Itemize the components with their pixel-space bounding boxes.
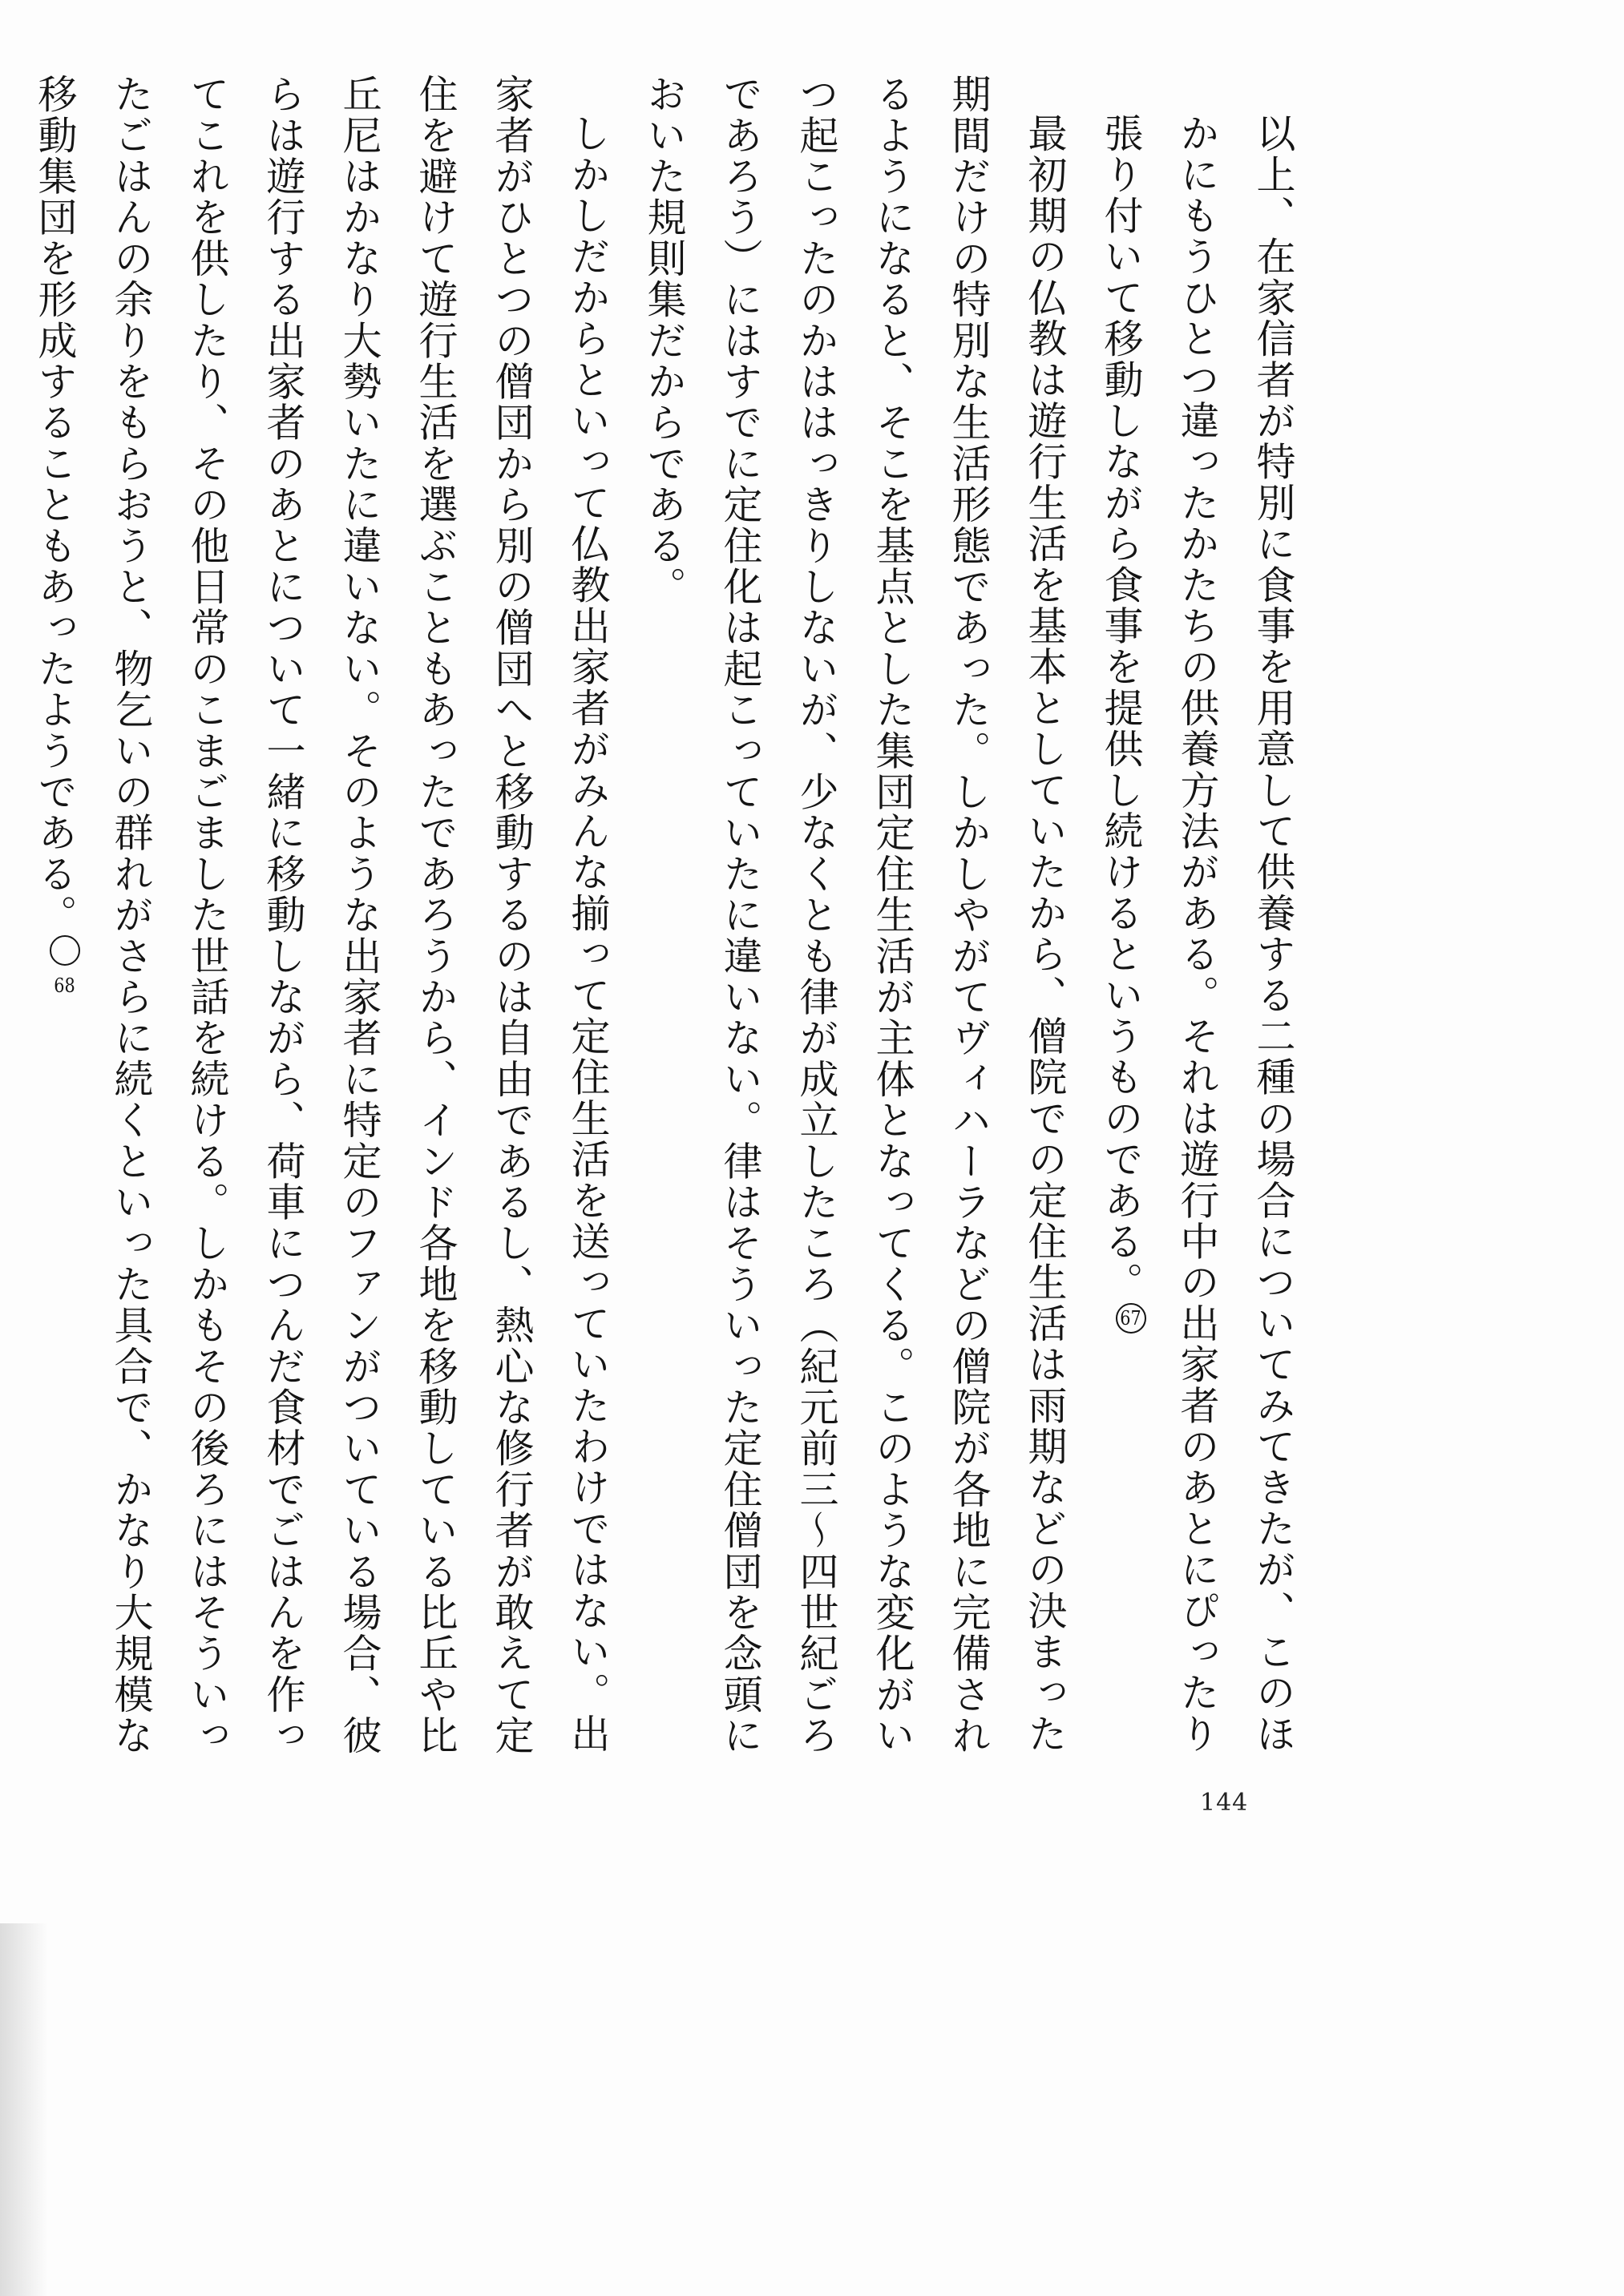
paragraph-1-text: 以上、在家信者が特別に食事を用意して供養する二種の場合についてみてきたが、このほかにもうひとつ違ったかたちの供養方法がある。それは遊行中の出家者のあとにぴったり張り付いて移動しながら食事を提供し続けるというものである。 [1098,113,1296,1754]
vertical-body-text [0,74,1311,1765]
paragraph-2 [626,74,1083,1765]
paragraph-2-text: 最初期の仏教は遊行生活を基本としていたから、僧院での定住生活は雨期などの決まった期間だけの特別な生活形態であった。しかしやがてヴィハーラなどの僧院が各地に完備されるようになると、そこを基点とした集団定住生活が主体となってくる。このような変化がいつ起こったのかははっきりしないが、少なくとも律が成立したころ（紀元前三〜四世紀ごろであろう）にはすでに定住化は起こっていたに違いない。律はそういった定住僧団を念頭においた規則集だからである。 [641,74,1068,1757]
paragraph-3-text: しかしだからといって仏教出家者がみんな揃って定住生活を送っていたわけではない。出家者がひとつの僧団から別の僧団へと移動するのは自由であるし、熱心な修行者が敢えて定住を避けて遊行生活を選ぶこともあったであろうから、インド各地を移動している比丘や比丘尼はかなり大勢いたに違いない。そのような出家者に特定のファンがついている場合、彼らは遊行する出家者のあとについて一緒に移動しながら、荷車につんだ食材でごはんを作ってこれを供したり、その他日常のこまごました世話を続ける。しかもその後ろにはそういったごはんの余りをもらおうと、物乞いの群れがさらに続くといった具合で、かなり大規模な移動集団を形成することもあったようである。 [32,74,611,1757]
page-number: 144 [1200,1789,1249,1817]
footnote-ref-67: 67 [1116,1303,1146,1334]
footnote-ref-68: 68 [50,935,80,966]
scan-shadow [0,1923,48,2296]
section-heading [0,74,17,1765]
paragraph-1 [1083,74,1311,1765]
paragraph-3 [17,74,626,1765]
